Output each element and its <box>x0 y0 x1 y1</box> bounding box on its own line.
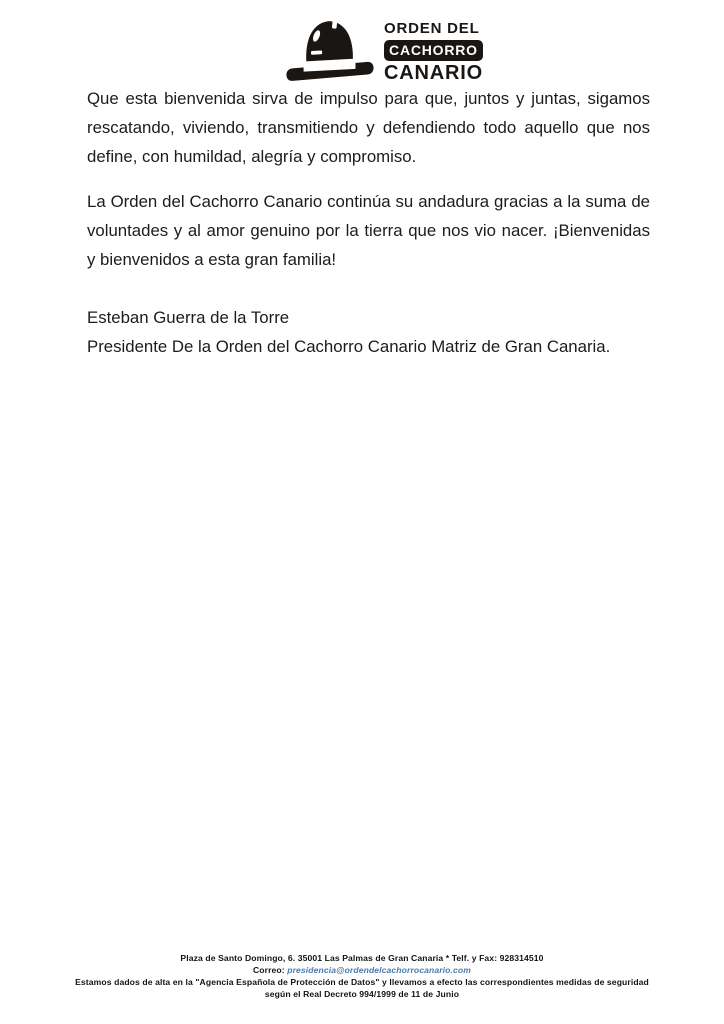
footer-legal-line-2: según el Real Decreto 994/1999 de 11 de Junio <box>264 989 460 999</box>
letter-body <box>87 84 650 361</box>
signature-name: Esteban Guerra de la Torre <box>87 308 290 327</box>
paragraph-welcome-family: La Orden del Cachorro Canario continúa su andadura gracias a la suma de voluntades y al amor genuino por la tierra que nos vio nacer. ¡Bienvenidas y bienvenidos a esta gran familia! <box>87 192 650 269</box>
page-footer <box>0 952 724 1000</box>
logo <box>22 10 724 86</box>
footer-address-line: Plaza de Santo Domingo, 6. 35001 Las Palmas de Gran Canaria * Telf. y Fax: 928314510 <box>180 953 544 963</box>
footer-email-label: Correo: <box>253 965 288 975</box>
email-link[interactable]: presidencia@ordendelcachorrocanario.com <box>287 965 471 975</box>
footer-email-line <box>0 964 724 976</box>
logo-line-orden-del: ORDEN DEL <box>384 20 480 37</box>
footer-legal-line-1: Estamos dados de alta en la "Agencia Española de Protección de Datos" y llevamos a efecto las correspondientes medidas de seguridad <box>75 977 649 987</box>
logo-line-cachorro: CACHORRO <box>384 40 483 61</box>
canarian-hat-icon <box>285 10 375 86</box>
logo-line-canario: CANARIO <box>384 62 483 85</box>
signature-block <box>87 303 650 361</box>
logo-text <box>384 10 483 84</box>
paragraph-welcome-impulse: Que esta bienvenida sirva de impulso para que, juntos y juntas, sigamos rescatando, viviendo, transmitiendo y defendiendo todo aquello que nos define, con humildad, alegría y compromiso. <box>87 89 650 166</box>
signature-title: Presidente De la Orden del Cachorro Canario Matriz de Gran Canaria. <box>87 337 611 356</box>
